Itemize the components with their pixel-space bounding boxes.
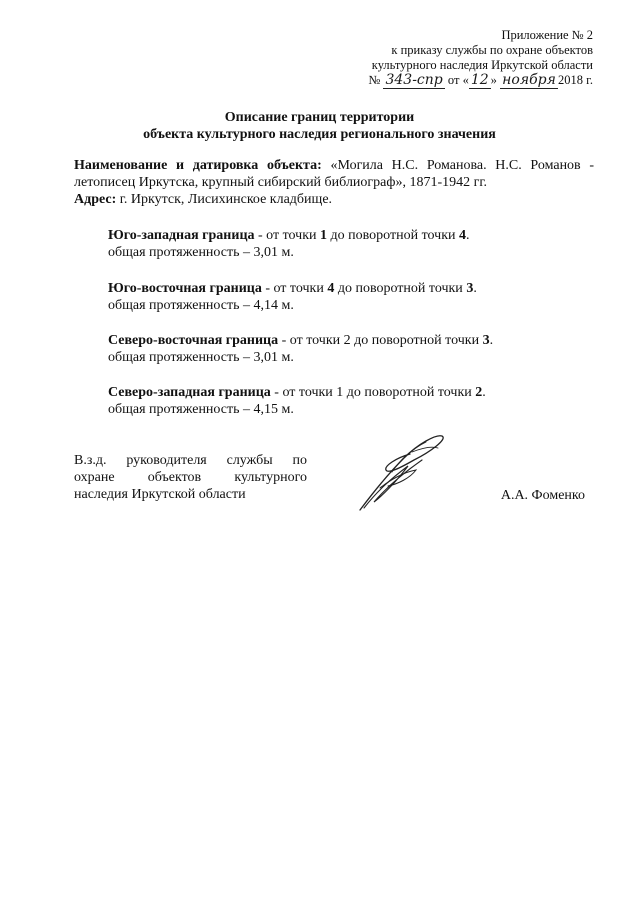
border-length: общая протяженность – 4,14 м. bbox=[108, 298, 294, 313]
address-value: г. Иркутск, Лисихинское кладбище. bbox=[119, 192, 333, 207]
border-text: - от точки bbox=[254, 228, 321, 243]
object-name-value: «Могила Н.С. Романова. Н.С. Романов - летописец Иркутска, крупный сибирский библиограф», 1871-1942 гг. bbox=[74, 158, 595, 190]
border-northwest bbox=[108, 384, 568, 418]
border-name: Юго-восточная граница bbox=[108, 281, 262, 296]
border-text: - от точки 2 до поворотной точки bbox=[278, 333, 483, 348]
border-northeast bbox=[108, 332, 568, 366]
title-line-2: объекта культурного наследия регионального значения bbox=[143, 127, 496, 142]
border-text: до поворотной точки bbox=[334, 281, 467, 296]
appendix-order-ref: к приказу службы по охране объектов bbox=[391, 43, 593, 57]
appendix-header bbox=[368, 28, 593, 89]
border-description: Юго-западная граница - от точки 1 до поворотной точки 4. bbox=[108, 228, 470, 243]
object-name-label: Наименование и датировка объекта: bbox=[74, 158, 322, 173]
border-text: до поворотной точки bbox=[327, 228, 459, 243]
appendix-authority: культурного наследия Иркутской области bbox=[371, 58, 593, 72]
border-length: общая протяженность – 3,01 м. bbox=[108, 245, 294, 260]
date-suffix: 2018 г. bbox=[558, 73, 593, 87]
position-line-1: В.з.д. руководителя службы по bbox=[74, 453, 307, 468]
point-to: 2 bbox=[475, 385, 483, 400]
border-description: Северо-западная граница - от точки 1 до поворотной точки 2. bbox=[108, 385, 486, 400]
signatory-position bbox=[74, 452, 307, 503]
border-southeast bbox=[108, 280, 568, 314]
address-label: Адрес: bbox=[74, 192, 117, 207]
title-line-1: Описание границ территории bbox=[224, 110, 415, 125]
date-month-handwritten: ноября bbox=[500, 73, 558, 89]
position-line-3: наследия Иркутской области bbox=[74, 487, 246, 502]
border-text: - от точки bbox=[261, 281, 328, 296]
document-title bbox=[0, 109, 639, 143]
number-prefix: № bbox=[368, 73, 381, 87]
order-number-handwritten: 343-спр bbox=[385, 72, 443, 88]
position-line-2: охране объектов культурного bbox=[74, 470, 307, 485]
object-name-paragraph bbox=[74, 157, 594, 191]
border-name: Северо-восточная граница bbox=[108, 333, 279, 348]
handwritten-signature bbox=[352, 430, 452, 514]
date-day-handwritten: 12 bbox=[470, 72, 489, 88]
border-description: Юго-восточная граница - от точки 4 до поворотной точки 3. bbox=[108, 281, 477, 296]
point-to: 3 bbox=[466, 281, 474, 296]
date-prefix: от « bbox=[447, 73, 469, 87]
appendix-title: Приложение № 2 bbox=[501, 28, 593, 42]
border-name: Юго-западная граница bbox=[108, 228, 255, 243]
border-text: - от точки 1 до поворотной точки bbox=[270, 385, 476, 400]
border-description: Северо-восточная граница - от точки 2 до поворотной точки 3. bbox=[108, 333, 494, 348]
date-mid: » bbox=[490, 73, 497, 87]
border-length: общая протяженность – 4,15 м. bbox=[108, 402, 294, 417]
border-southwest bbox=[108, 227, 568, 261]
point-to: 4 bbox=[459, 228, 466, 243]
border-length: общая протяженность – 3,01 м. bbox=[108, 350, 294, 365]
point-from: 4 bbox=[327, 281, 335, 296]
signatory-name: А.А. Фоменко bbox=[500, 488, 585, 503]
point-from: 1 bbox=[320, 228, 328, 243]
appendix-number-date bbox=[368, 73, 593, 89]
point-to: 3 bbox=[482, 333, 490, 348]
object-address-paragraph bbox=[74, 191, 594, 208]
border-name: Северо-западная граница bbox=[108, 385, 271, 400]
object-description bbox=[74, 157, 594, 208]
